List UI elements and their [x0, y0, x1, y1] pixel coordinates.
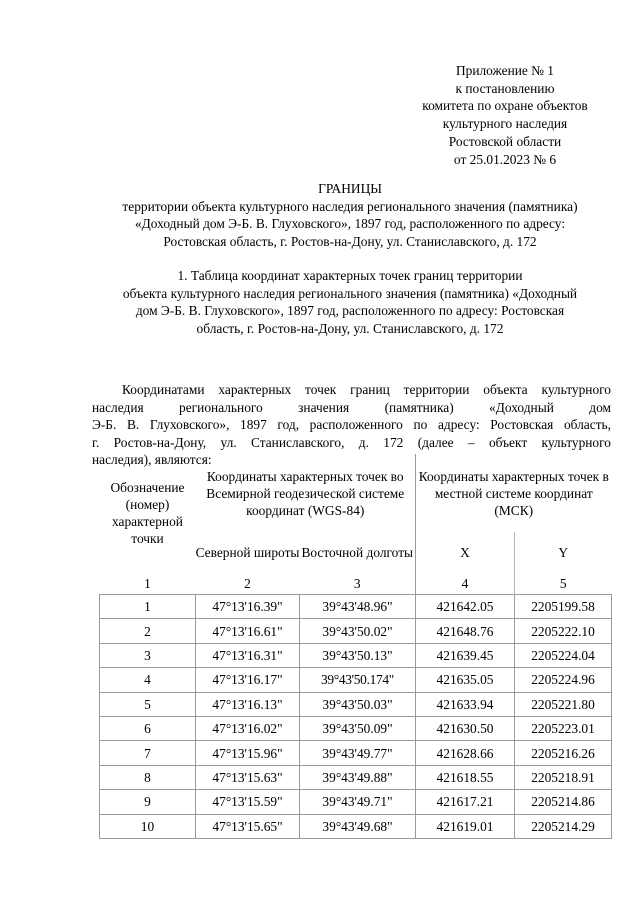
table-row	[100, 790, 612, 814]
latitude-cell: 47°13'15.96"	[196, 741, 300, 765]
table-row	[100, 765, 612, 789]
y-cell: 2205214.86	[515, 790, 612, 814]
header-x: X	[416, 532, 515, 572]
header-msk: Координаты характерных точек в местной системе координат (МСК)	[416, 454, 612, 532]
x-cell: 421633.94	[416, 692, 515, 716]
column-number: 1	[144, 575, 151, 591]
table-row	[100, 595, 612, 619]
appendix-line: Ростовской области	[448, 133, 562, 149]
table-row	[100, 692, 612, 716]
point-number: 8	[100, 765, 196, 789]
header-y: Y	[515, 532, 612, 572]
y-cell: 2205221.80	[515, 692, 612, 716]
appendix-header	[398, 62, 612, 168]
document-title	[70, 180, 630, 250]
caption-line: 1. Таблица координат характерных точек границ территории	[177, 268, 523, 283]
latitude-cell: 47°13'15.65"	[196, 814, 300, 838]
header-east: Восточной долготы	[301, 544, 414, 560]
paragraph-line: г. Ростов-на-Дону, ул. Станиславского, д. 172 (далее – объект культурного	[92, 434, 611, 450]
latitude-cell: 47°13'15.63"	[196, 765, 300, 789]
latitude-cell: 47°13'16.39"	[196, 595, 300, 619]
x-cell: 421642.05	[416, 595, 515, 619]
paragraph-line: Координатами характерных точек границ территории объекта культурного	[122, 382, 611, 397]
coordinates-table	[99, 454, 612, 839]
x-cell: 421630.50	[416, 716, 515, 740]
point-number: 1	[100, 595, 196, 619]
y-cell: 2205224.04	[515, 643, 612, 667]
point-number: 5	[100, 692, 196, 716]
paragraph-line: Э-Б. В. Глуховского», 1897 год, расположенного по адресу: Ростовская область,	[92, 417, 611, 432]
column-number: 3	[353, 575, 361, 591]
paragraph-line: наследия), являются:	[92, 452, 212, 467]
column-number: 4	[416, 572, 515, 595]
x-cell: 421635.05	[416, 668, 515, 692]
latitude-cell: 47°13'16.31"	[196, 643, 300, 667]
point-number: 10	[100, 814, 196, 838]
y-cell: 2205199.58	[515, 595, 612, 619]
title-line: «Доходный дом Э-Б. В. Глуховского», 1897 год, расположенного по адресу:	[134, 216, 566, 231]
point-number: 3	[100, 643, 196, 667]
x-cell: 421617.21	[416, 790, 515, 814]
longitude-cell: 39°43'50.13"	[300, 643, 416, 667]
table-row	[100, 619, 612, 643]
y-cell: 2205222.10	[515, 619, 612, 643]
longitude-cell: 39°43'49.71"	[300, 790, 416, 814]
appendix-date: от 25.01.2023 № 6	[453, 151, 557, 167]
table-row	[100, 643, 612, 667]
point-number: 2	[100, 619, 196, 643]
table-row	[100, 814, 612, 838]
table-row	[100, 716, 612, 740]
column-number: 5	[515, 572, 612, 595]
caption-line: объекта культурного наследия регионального значения (памятника) «Доходный	[122, 285, 578, 301]
table-caption	[70, 267, 630, 337]
header-designation: Обозначение (номер) характерной точки	[110, 480, 185, 546]
x-cell: 421639.45	[416, 643, 515, 667]
caption-line: дом Э-Б. В. Глуховского», 1897 год, расположенного по адресу: Ростовская	[135, 303, 565, 318]
appendix-title: Приложение № 1	[455, 63, 555, 78]
latitude-cell: 47°13'16.17"	[196, 668, 300, 692]
appendix-line: к постановлению	[455, 80, 555, 96]
caption-line: область, г. Ростов-на-Дону, ул. Станиславского, д. 172	[196, 320, 504, 336]
y-cell: 2205214.29	[515, 814, 612, 838]
header-north: Северной широты	[195, 544, 300, 560]
y-cell: 2205216.26	[515, 741, 612, 765]
appendix-line: комитета по охране объектов	[422, 98, 588, 114]
header-wgs: Координаты характерных точек во Всемирной геодезической системе координат (WGS-84)	[206, 468, 405, 518]
x-cell: 421619.01	[416, 814, 515, 838]
longitude-cell: 39°43'50.03"	[300, 692, 416, 716]
point-number: 7	[100, 741, 196, 765]
longitude-cell: 39°43'50.09"	[300, 716, 416, 740]
point-number: 6	[100, 716, 196, 740]
title-heading: ГРАНИЦЫ	[318, 181, 382, 196]
column-number: 2	[244, 575, 251, 591]
point-number: 4	[100, 668, 196, 692]
table-row	[100, 668, 612, 692]
y-cell: 2205218.91	[515, 765, 612, 789]
table-row	[100, 741, 612, 765]
paragraph-line: наследия регионального значения (памятника) «Доходный дом	[92, 399, 611, 415]
latitude-cell: 47°13'16.13"	[196, 692, 300, 716]
column-number-row	[100, 572, 612, 595]
title-line: территории объекта культурного наследия регионального значения (памятника)	[122, 198, 578, 214]
latitude-cell: 47°13'16.61"	[196, 619, 300, 643]
longitude-cell: 39°43'50.174"	[300, 668, 416, 692]
longitude-cell: 39°43'49.68"	[300, 814, 416, 838]
appendix-line: культурного наследия	[442, 116, 568, 132]
x-cell: 421618.55	[416, 765, 515, 789]
y-cell: 2205223.01	[515, 716, 612, 740]
x-cell: 421628.66	[416, 741, 515, 765]
point-number: 9	[100, 790, 196, 814]
longitude-cell: 39°43'49.88"	[300, 765, 416, 789]
longitude-cell: 39°43'50.02"	[300, 619, 416, 643]
longitude-cell: 39°43'49.77"	[300, 741, 416, 765]
x-cell: 421648.76	[416, 619, 515, 643]
latitude-cell: 47°13'16.02"	[196, 716, 300, 740]
title-line: Ростовская область, г. Ростов-на-Дону, ул. Станиславского, д. 172	[163, 233, 537, 249]
latitude-cell: 47°13'15.59"	[196, 790, 300, 814]
longitude-cell: 39°43'48.96"	[300, 595, 416, 619]
y-cell: 2205224.96	[515, 668, 612, 692]
